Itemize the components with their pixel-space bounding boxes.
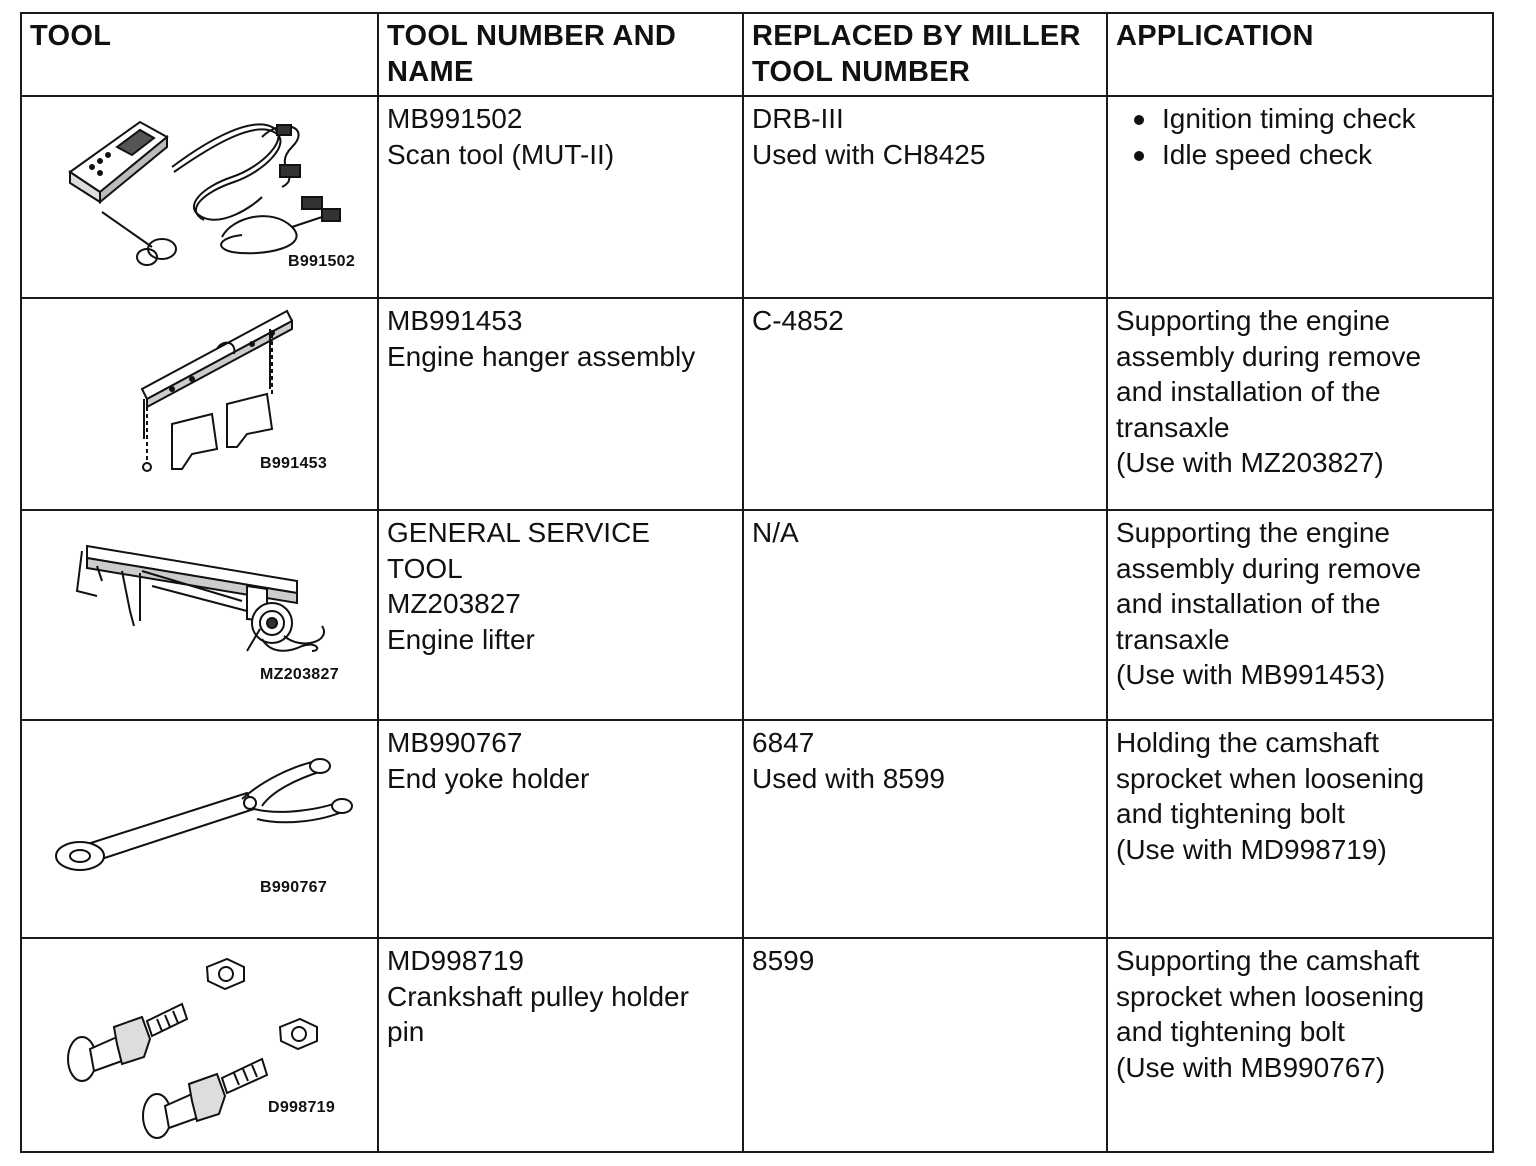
replaced-by-cell [743,510,1107,720]
application-line: (Use with MD998719) [1116,833,1387,865]
application-line: sprocket when loosening [1116,980,1425,1012]
tool-image-label: B991502 [288,253,356,270]
tool-image-label: MZ203827 [260,666,339,683]
tool-image-cell [21,720,378,938]
application-line: transaxle [1116,623,1230,655]
application-line: (Use with MZ203827) [1116,447,1384,478]
miller-note: Used with CH8425 [752,138,986,170]
tool-image-cell [21,96,378,298]
application-line: Supporting the engine [1116,517,1390,548]
tool-number: MZ203827 [387,588,521,619]
holder-pin-illustration-icon [22,939,379,1153]
table-row [21,298,1493,510]
tool-image-cell [21,298,378,510]
application-line: transaxle [1116,411,1230,443]
application-cell [1107,938,1493,1152]
miller-note: Used with 8599 [752,762,946,794]
application-line: Holding the camshaft [1116,727,1380,758]
miller-number: DRB-III [752,103,844,134]
end-yoke-holder-illustration-icon [22,721,379,939]
tool-image-label: B991453 [260,455,328,472]
tool-name: Scan tool (MUT-II) [387,138,615,170]
tool-number: MB990767 [387,727,523,758]
application-line: assembly during remove [1116,552,1422,584]
tool-number-cell [378,938,743,1152]
header-tool: TOOL [21,13,378,96]
application-line: assembly during remove [1116,340,1422,372]
header-replaced-by: REPLACED BY MILLER TOOL NUMBER [743,13,1107,96]
header-row [21,13,1493,96]
table-row [21,510,1493,720]
tool-number-cell [378,96,743,298]
application-cell [1107,298,1493,510]
tool-number-cell [378,298,743,510]
application-cell [1107,720,1493,938]
application-line: (Use with MB991453) [1116,659,1386,690]
tool-name: pin [387,1016,425,1047]
application-cell [1107,510,1493,720]
application-cell [1107,96,1493,298]
engine-hanger-illustration-icon [22,299,379,511]
table-row [21,720,1493,938]
tool-number: MB991453 [387,305,523,336]
engine-lifter-illustration-icon [22,511,379,721]
application-line: (Use with MB990767) [1116,1051,1386,1083]
list-item: Ignition timing check [1130,101,1484,137]
special-tools-table [20,12,1494,1153]
tool-name: Engine lifter [387,623,535,655]
tool-name: End yoke holder [387,762,590,794]
tool-number: MD998719 [387,945,524,976]
tool-image-cell [21,510,378,720]
tool-name: Engine hanger assembly [387,340,696,372]
application-line: sprocket when loosening [1116,762,1425,794]
tool-number: MB991502 [387,103,523,134]
replaced-by-cell [743,96,1107,298]
replaced-by-cell [743,938,1107,1152]
list-item: Idle speed check [1130,137,1484,173]
table-row [21,96,1493,298]
tool-number-cell [378,510,743,720]
tool-number-cell [378,720,743,938]
application-bullet-list [1116,101,1484,172]
header-application: APPLICATION [1107,13,1493,96]
miller-number: N/A [752,517,799,548]
tool-image-label: B990767 [260,879,328,896]
tool-name: Crankshaft pulley holder [387,980,689,1012]
tool-number-line: TOOL [387,552,463,584]
header-tool-number-name: TOOL NUMBER AND NAME [378,13,743,96]
application-line: and installation of the [1116,376,1381,407]
application-line: and tightening bolt [1116,798,1345,829]
application-line: Supporting the camshaft [1116,945,1420,976]
replaced-by-cell [743,298,1107,510]
tool-image-cell [21,938,378,1152]
miller-number: C-4852 [752,305,844,336]
miller-number: 8599 [752,945,815,976]
table-row [21,938,1493,1152]
application-line: and installation of the [1116,588,1381,619]
tool-image-label: D998719 [268,1099,336,1116]
miller-number: 6847 [752,727,815,758]
replaced-by-cell [743,720,1107,938]
application-line: and tightening bolt [1116,1016,1345,1047]
application-line: Supporting the engine [1116,305,1390,336]
tool-number-line: GENERAL SERVICE [387,517,650,548]
